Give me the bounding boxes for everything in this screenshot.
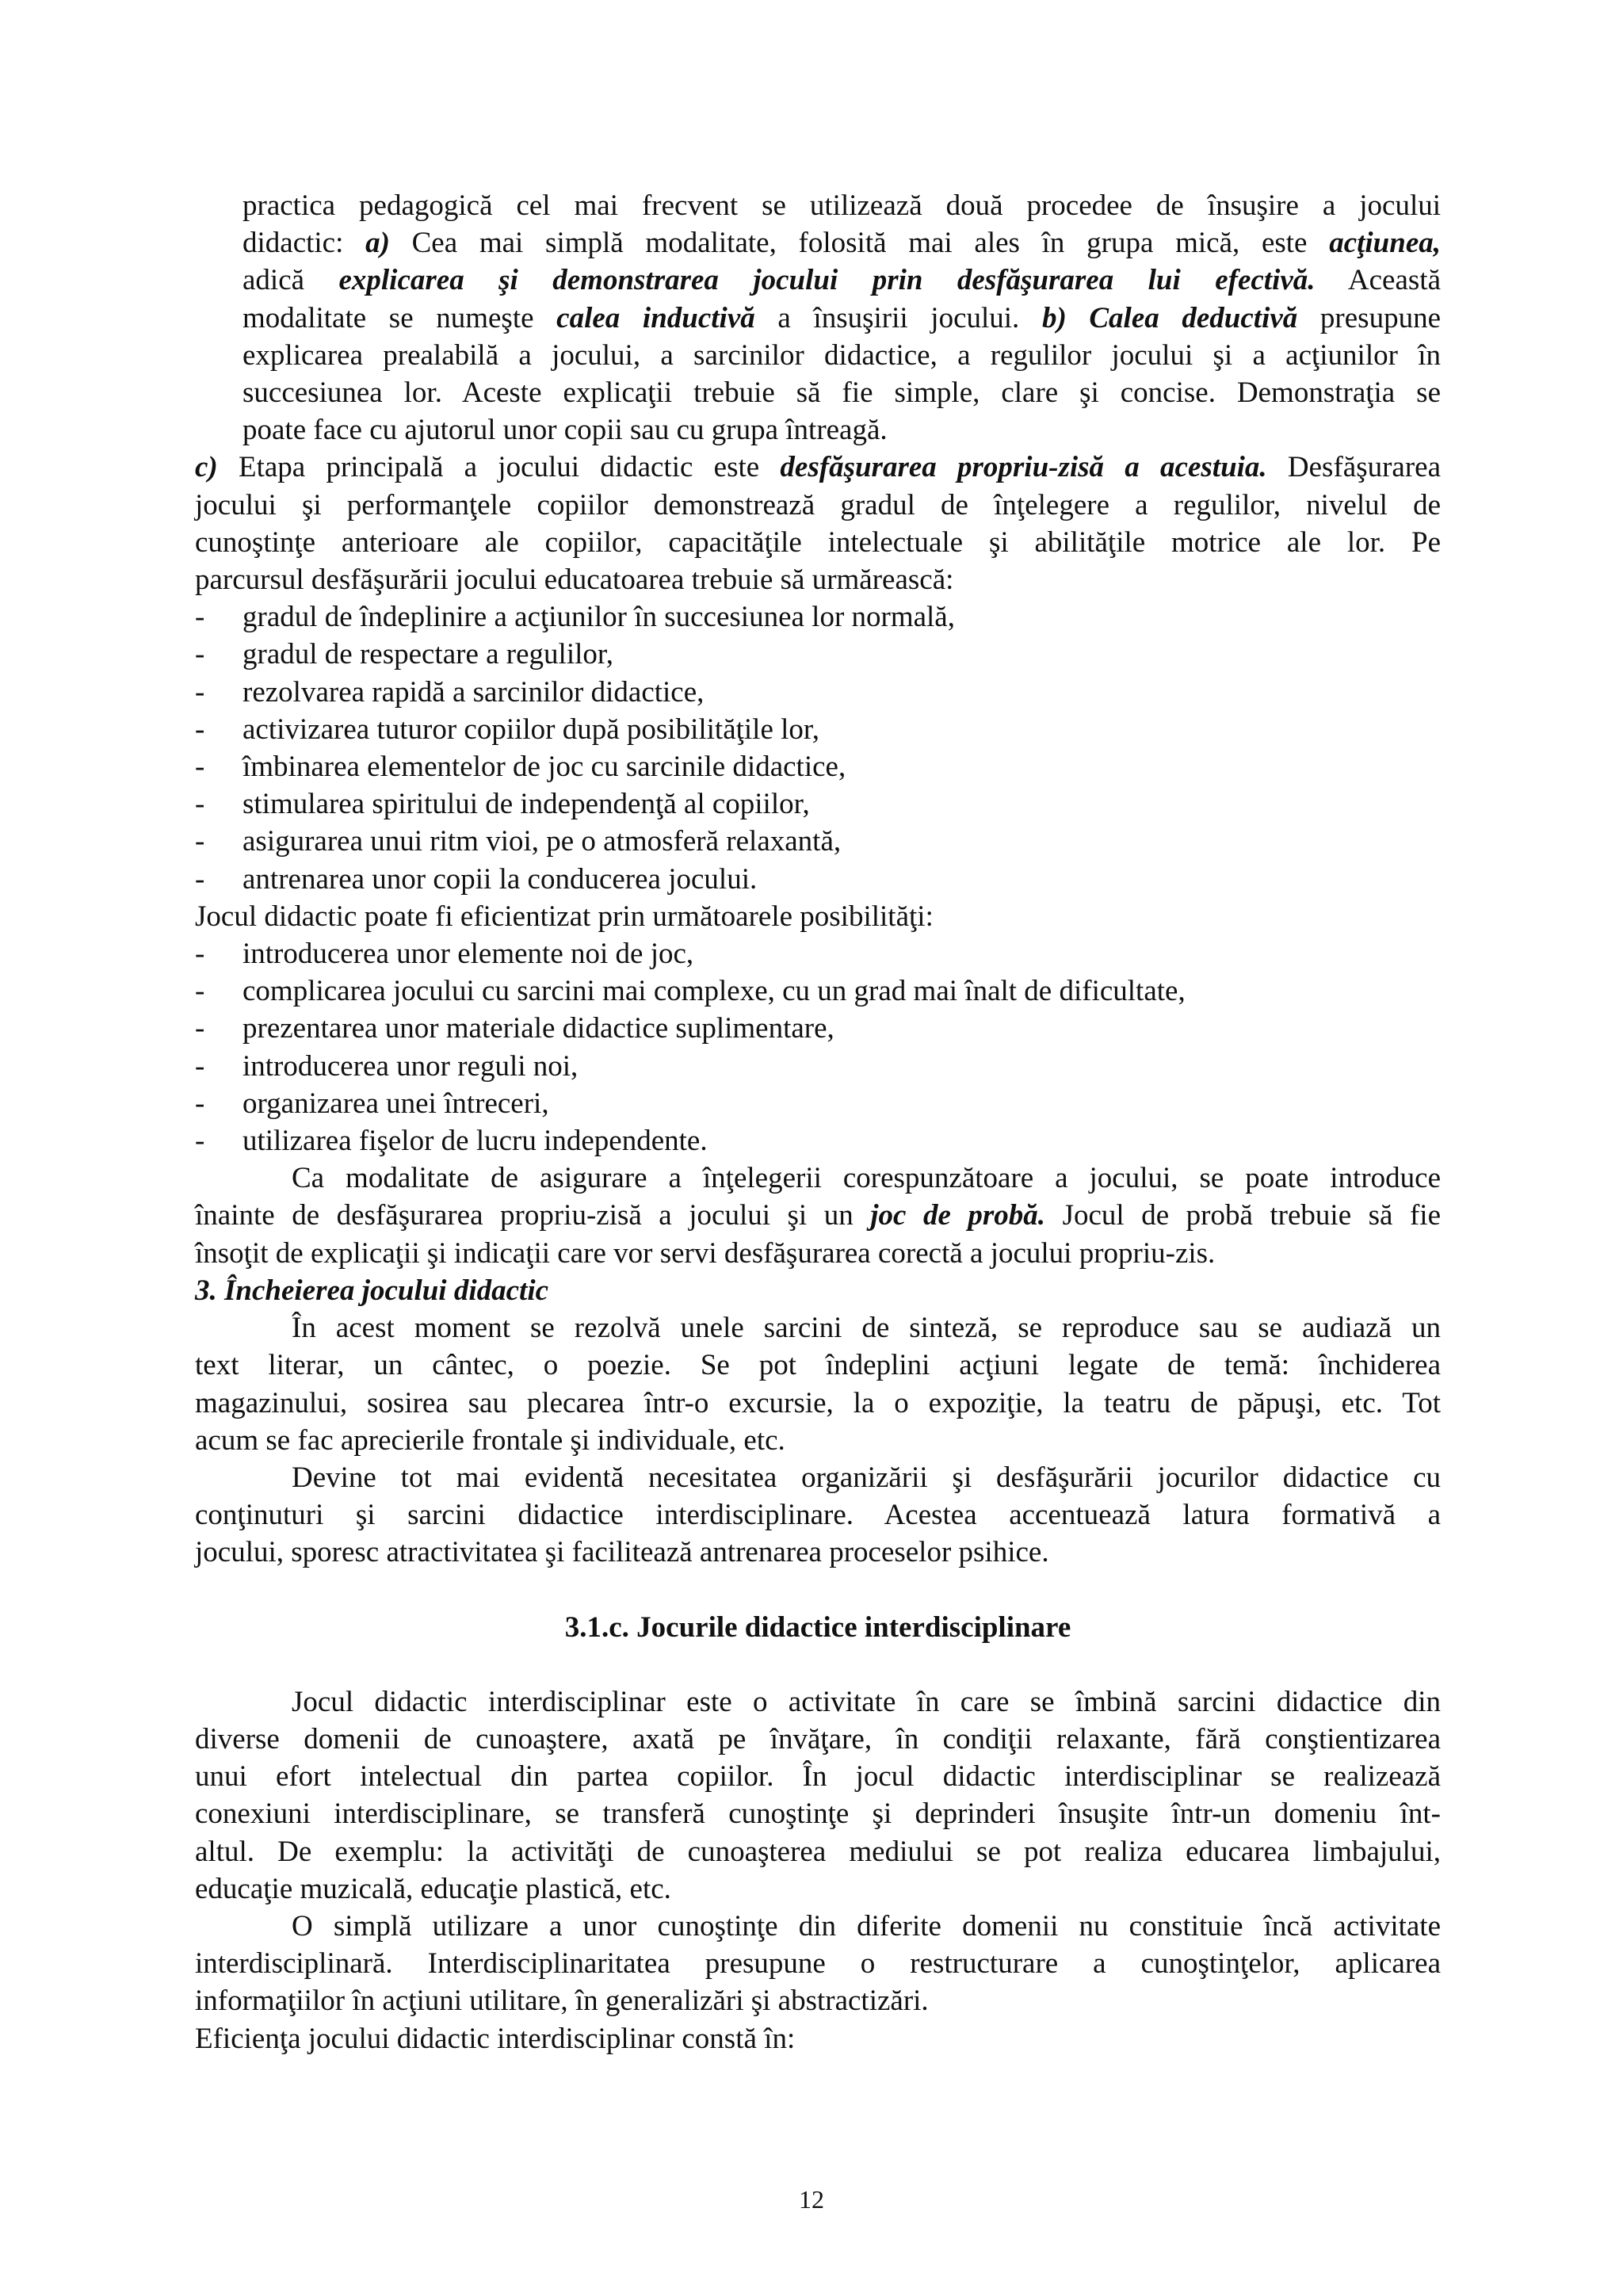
text-line: unui efort intelectual din partea copiilor. În jocul didactic interdisciplinar se realizează — [195, 1760, 1441, 1794]
text-line: adică explicarea şi demonstrarea jocului prin desfăşurarea lui efectivă. Această — [242, 264, 1442, 297]
list-dash: - — [195, 601, 205, 634]
procedures-paragraph — [195, 187, 1441, 449]
text-line: succesiunea lor. Aceste explicaţii trebuie să fie simple, clare şi concise. Demonstraţia se — [242, 376, 1441, 410]
section-3-1-c-heading: 3.1.c. Jocurile didactice interdisciplinare — [564, 1610, 1071, 1644]
observation-list — [195, 598, 1441, 898]
definition-paragraph — [195, 1683, 1441, 1908]
text-line: Devine tot mai evidentă necesitatea organizării şi desfăşurării jocurilor didactice cu — [292, 1461, 1441, 1494]
text-line: conexiuni interdisciplinare, se transferă cunoştinţe şi deprinderi însuşite într-un domeniu înt- — [195, 1797, 1441, 1831]
trial-game-paragraph — [195, 1159, 1441, 1272]
spacer — [195, 1572, 1441, 1609]
text-line: informaţiilor în acţiuni utilitare, în generalizări şi abstractizări. — [195, 1985, 929, 2018]
list-item: - introducerea unor reguli noi, — [195, 1048, 1441, 1085]
list-dash: - — [195, 712, 205, 746]
stage-c-paragraph — [195, 449, 1441, 598]
text-line: altul. De exemplu: la activităţi de cunoaşterea mediului se pot realiza educarea limbajului, — [195, 1835, 1441, 1868]
list-dash: - — [195, 938, 205, 971]
list-item: - organizarea unei întreceri, — [195, 1085, 1441, 1122]
restructuring-paragraph — [195, 1908, 1441, 2020]
list-dash: - — [195, 751, 205, 784]
text-line: poate face cu ajutorul unor copii sau cu grupa întreagă. — [242, 414, 888, 447]
text-line: magazinului, sosirea sau plecarea într-o excursie, la o expoziţie, la teatru de păpuşi, etc. Tot — [195, 1386, 1441, 1419]
emphasis: b) Calea deductivă — [1041, 301, 1298, 334]
text-line: didactic: a) Cea mai simplă modalitate, folosită mai ales în grupa mică, este acţiunea, — [242, 227, 1441, 260]
efficiency-consists-line: Eficienţa jocului didactic interdisciplinar constă în: — [195, 2022, 796, 2055]
text-line: modalitate se numeşte calea inductivă a însuşirii jocului. b) Calea deductivă presupune — [242, 301, 1441, 334]
list-dash: - — [195, 825, 205, 858]
list-dash: - — [195, 675, 205, 709]
text-line: cunoştinţe anterioare ale copiilor, capacităţile intelectuale şi abilităţile motrice ale lor. Pe — [195, 525, 1441, 559]
body-text — [195, 187, 1441, 2057]
emphasis: a) — [365, 227, 390, 260]
emphasis: c) — [195, 451, 218, 484]
text-line: diverse domenii de cunoaştere, axată pe învăţare, în condiţii relaxante, fără conştientizarea — [195, 1722, 1441, 1755]
text-line: înainte de desfăşurarea propriu-zisă a jocului şi un joc de probă. Jocul de probă trebuie să fie — [195, 1199, 1441, 1232]
text-line: jocului şi performanţele copiilor demonstrează gradul de înţelegere a regulilor, nivelul de — [195, 488, 1441, 521]
list-item: - rezolvarea rapidă a sarcinilor didactice, — [195, 674, 1441, 711]
list-item: - introducerea unor elemente noi de joc, — [195, 935, 1441, 972]
emphasis: calea inductivă — [556, 301, 755, 334]
text-line: conţinuturi şi sarcini didactice interdisciplinare. Acestea accentuează latura formativă a — [195, 1499, 1441, 1532]
list-dash: - — [195, 638, 205, 671]
text-line: practica pedagogică cel mai frecvent se utilizează două procedee de însuşire a jocului — [242, 189, 1441, 222]
emphasis: explicarea şi demonstrarea jocului prin desfăşurarea lui efectivă. — [338, 264, 1316, 297]
efficiency-intro: Jocul didactic poate fi eficientizat prin următoarele posibilităţi: — [195, 900, 934, 933]
list-item: - utilizarea fişelor de lucru independente. — [195, 1122, 1441, 1159]
list-item: - complicarea jocului cu sarcini mai complexe, cu un grad mai înalt de dificultate, — [195, 972, 1441, 1010]
page-number: 12 — [799, 2185, 824, 2214]
list-item: - asigurarea unui ritm vioi, pe o atmosferă relaxantă, — [195, 823, 1441, 860]
list-item: - antrenarea unor copii la conducerea jocului. — [195, 861, 1441, 898]
list-dash: - — [195, 1012, 205, 1045]
closing-paragraph — [195, 1309, 1441, 1459]
list-dash: - — [195, 975, 205, 1008]
text-line: interdisciplinară. Interdisciplinaritatea presupune o restructurare a cunoştinţelor, aplicarea — [195, 1947, 1441, 1981]
text-line: educaţie muzicală, educaţie plastică, etc. — [195, 1872, 671, 1905]
text-line: c) Etapa principală a jocului didactic este desfăşurarea propriu-zisă a acestuia. Desfăşurarea — [195, 451, 1442, 484]
emphasis: acţiunea, — [1329, 227, 1441, 260]
text-line: text literar, un cântec, o poezie. Se pot îndeplini acţiuni legate de temă: închiderea — [195, 1349, 1441, 1382]
text-line: Jocul didactic interdisciplinar este o activitate în care se îmbină sarcini didactice din — [292, 1685, 1441, 1718]
text-line: În acest moment se rezolvă unele sarcini de sinteză, se reproduce sau se audiază un — [292, 1312, 1441, 1345]
text-line: însoţit de explicaţii şi indicaţii care vor servi desfăşurarea corectă a jocului propriu-zis. — [195, 1236, 1216, 1270]
list-item: - prezentarea unor materiale didactice suplimentare, — [195, 1010, 1441, 1047]
list-item: - stimularea spiritului de independenţă al copiilor, — [195, 785, 1441, 823]
text-line: parcursul desfăşurării jocului educatoarea trebuie să urmărească: — [195, 563, 954, 597]
interdisciplinary-need-paragraph — [195, 1459, 1441, 1572]
list-dash: - — [195, 1049, 205, 1083]
list-item: - gradul de îndeplinire a acţiunilor în succesiunea lor normală, — [195, 598, 1441, 636]
emphasis: joc de probă. — [870, 1199, 1046, 1232]
text-line: jocului, sporesc atractivitatea şi facilitează antrenarea proceselor psihice. — [195, 1536, 1049, 1569]
list-item: - gradul de respectare a regulilor, — [195, 636, 1441, 673]
spacer — [195, 1646, 1441, 1683]
emphasis: desfăşurarea propriu-zisă a acestuia. — [780, 451, 1267, 484]
text-line: O simplă utilizare a unor cunoştinţe din diferite domenii nu constituie încă activitate — [292, 1909, 1441, 1943]
list-dash: - — [195, 1087, 205, 1120]
section-3-heading: 3. Încheierea jocului didactic — [195, 1274, 549, 1307]
list-dash: - — [195, 1125, 205, 1158]
list-item: - activizarea tuturor copiilor după posibilităţile lor, — [195, 711, 1441, 748]
text-line: Ca modalitate de asigurare a înţelegerii corespunzătoare a jocului, se poate introduce — [292, 1162, 1441, 1195]
list-dash: - — [195, 862, 205, 896]
list-item: - îmbinarea elementelor de joc cu sarcinile didactice, — [195, 748, 1441, 785]
text-line: explicarea prealabilă a jocului, a sarcinilor didactice, a regulilor jocului şi a acţiunilor în — [242, 338, 1441, 372]
list-dash: - — [195, 788, 205, 821]
efficiency-list — [195, 935, 1441, 1159]
text-line: acum se fac aprecierile frontale şi individuale, etc. — [195, 1423, 785, 1457]
